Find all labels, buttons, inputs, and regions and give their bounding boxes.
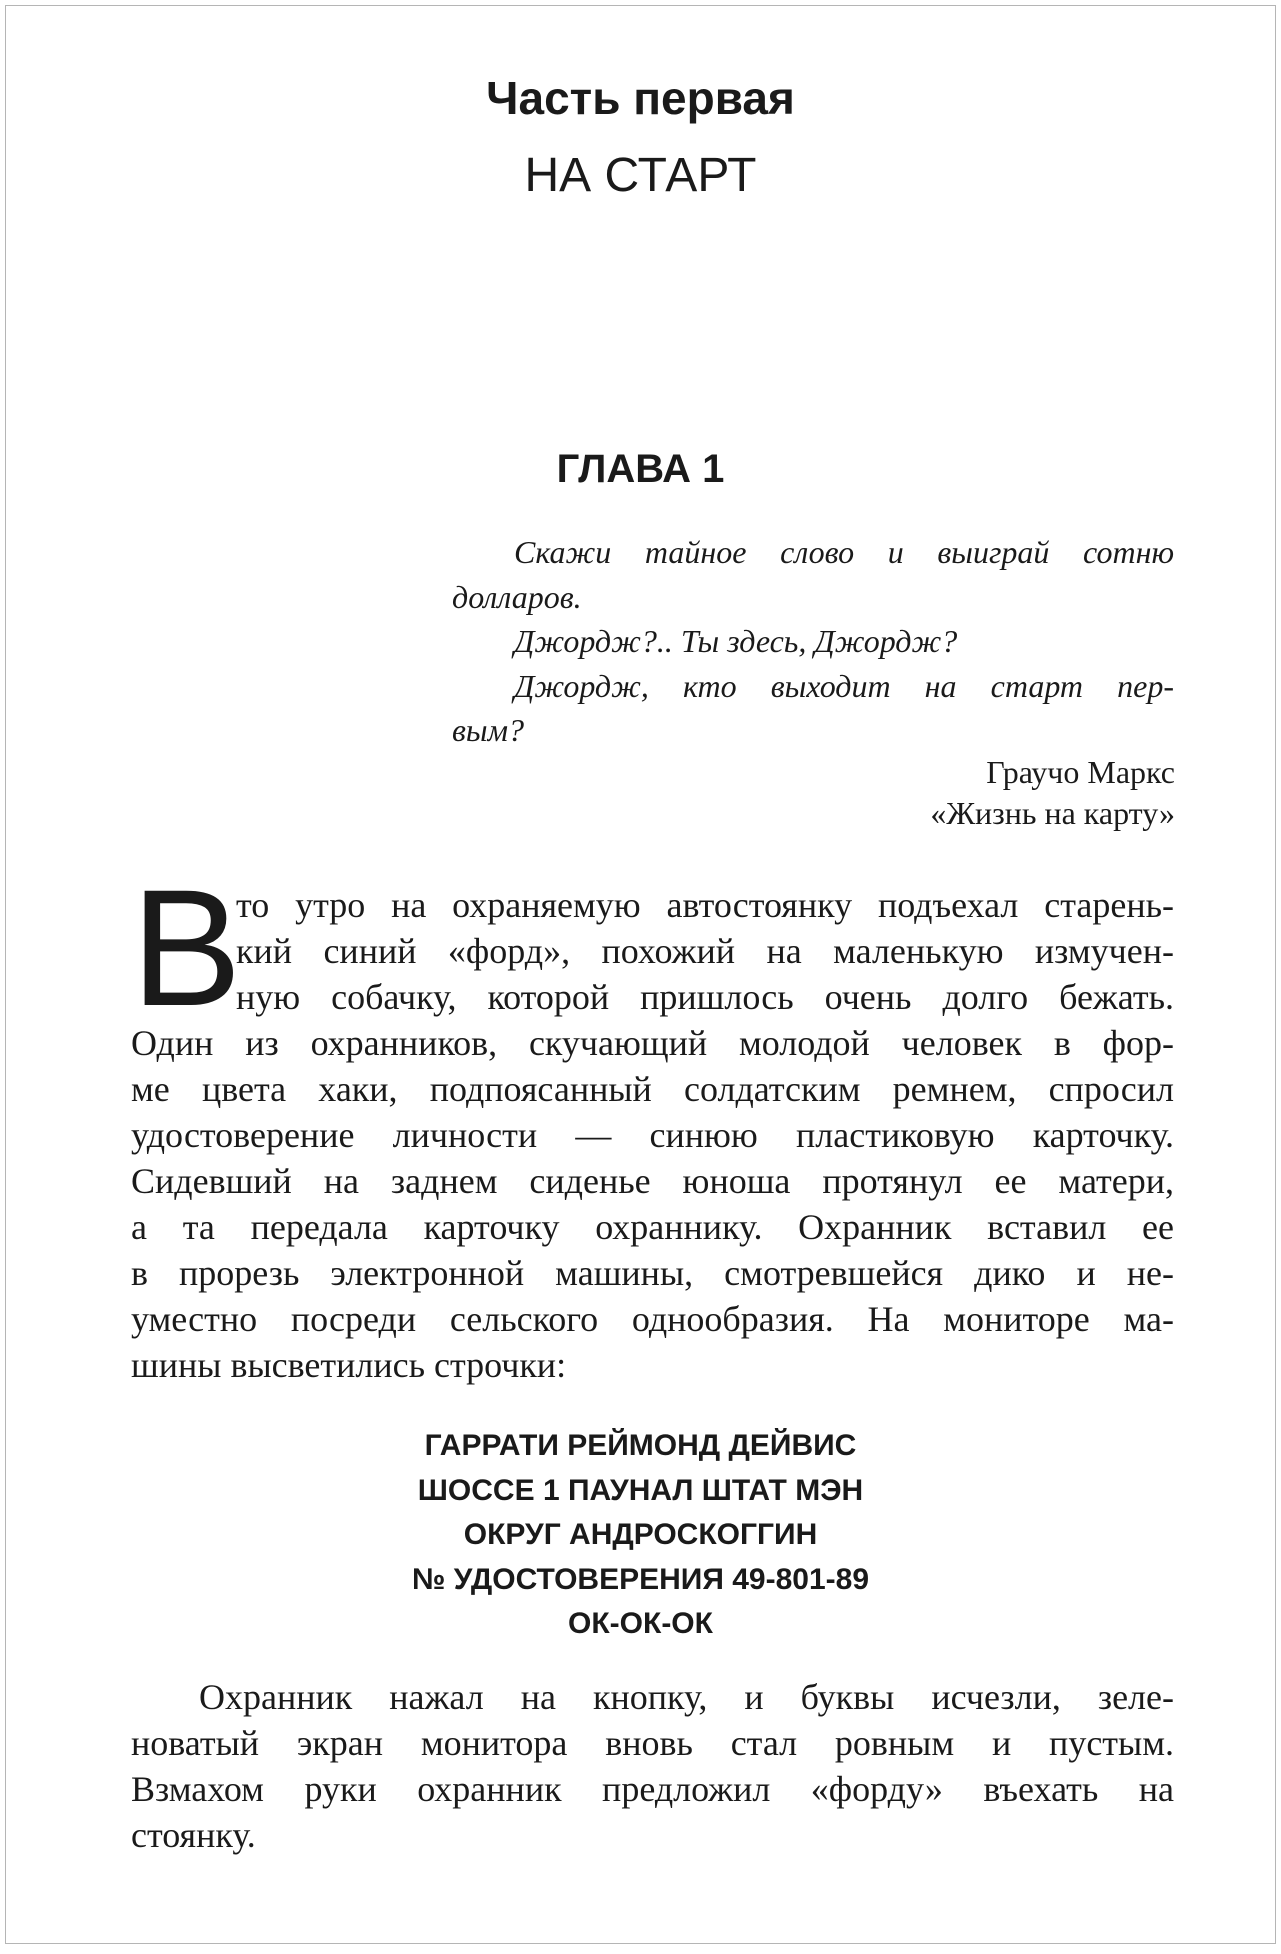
body-line: кий синий «форд», похожий на маленькую измучен- bbox=[236, 931, 1174, 971]
body-paragraph-2 bbox=[131, 1674, 1174, 1858]
body-line: новатый экран монитора вновь стал ровным и пустым. bbox=[131, 1723, 1174, 1763]
part-subtitle: НА СТАРТ bbox=[524, 149, 757, 202]
epigraph-line: вым? bbox=[452, 712, 524, 748]
monitor-record bbox=[6, 1424, 1275, 1647]
body-line: в прорезь электронной машины, смотревшейся дико и не- bbox=[131, 1253, 1174, 1293]
body-line: шины высветились строчки: bbox=[131, 1345, 567, 1385]
epigraph-source: «Жизнь на карту» bbox=[930, 795, 1175, 831]
record-line: № УДОСТОВЕРЕНИЯ 49-801-89 bbox=[411, 1562, 870, 1596]
epigraph-attribution bbox=[930, 752, 1175, 834]
body-line: уместно посреди сельского однообразия. На мониторе ма- bbox=[131, 1299, 1174, 1339]
chapter-title: ГЛАВА 1 bbox=[556, 447, 725, 491]
body-paragraph-1 bbox=[131, 882, 1174, 1388]
record-line: ОКРУГ АНДРОСКОГГИН bbox=[463, 1518, 818, 1551]
body-line: ме цвета хаки, подпоясанный солдатским ремнем, спросил bbox=[131, 1069, 1174, 1109]
body-line: Сидевший на заднем сиденье юноша протянул ее матери, bbox=[131, 1161, 1174, 1201]
record-line: ОК-ОК-ОК bbox=[568, 1607, 713, 1640]
part-title: Часть первая bbox=[486, 72, 795, 124]
body-line: Охранник нажал на кнопку, и буквы исчезли, зеле- bbox=[199, 1677, 1174, 1717]
epigraph-line: Джордж?.. Ты здесь, Джордж? bbox=[514, 623, 958, 659]
record-line: ГАРРАТИ РЕЙМОНД ДЕЙВИС bbox=[424, 1429, 857, 1462]
epigraph-line: Скажи тайное слово и выиграй сотню bbox=[514, 534, 1174, 570]
epigraph-line: Джордж, кто выходит на старт пер- bbox=[514, 667, 1174, 704]
body-line: Взмахом руки охранник предложил «форду» въехать на bbox=[131, 1769, 1174, 1809]
epigraph-author: Граучо Маркс bbox=[986, 754, 1175, 790]
book-page bbox=[5, 5, 1276, 1944]
record-line: ШОССЕ 1 ПАУНАЛ ШТАТ МЭН bbox=[417, 1473, 864, 1507]
body-line: Один из охранников, скучающий молодой человек в фор- bbox=[131, 1023, 1174, 1063]
body-line: удостоверение личности — синюю пластиковую карточку. bbox=[131, 1115, 1174, 1155]
epigraph-line: долларов. bbox=[452, 578, 582, 615]
epigraph bbox=[452, 530, 1174, 753]
body-line: стоянку. bbox=[131, 1815, 256, 1855]
drop-cap: В bbox=[131, 856, 242, 1041]
body-line: то утро на охраняемую автостоянку подъехал старень- bbox=[236, 885, 1174, 925]
body-line: а та передала карточку охраннику. Охранник вставил ее bbox=[131, 1207, 1174, 1247]
body-line: ную собачку, которой пришлось очень долго бежать. bbox=[236, 977, 1174, 1017]
